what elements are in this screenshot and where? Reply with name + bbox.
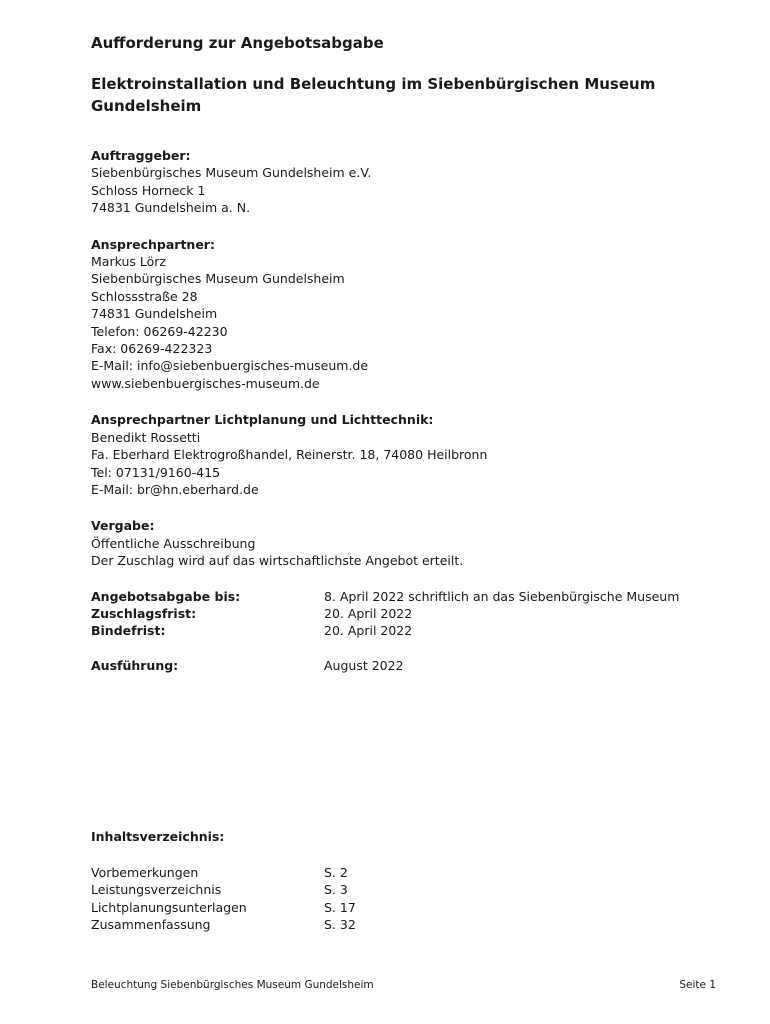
auftraggeber-line: Schloss Horneck 1 xyxy=(91,182,206,198)
toc-title: Inhaltsverzeichnis: xyxy=(91,829,225,844)
deadline-value: 20. April 2022 xyxy=(324,605,413,621)
auftraggeber-line: 74831 Gundelsheim a. N. xyxy=(91,200,251,216)
document-title: Aufforderung zur Angebotsabgabe xyxy=(91,34,384,52)
toc-row xyxy=(91,899,356,916)
vergabe-label: Vergabe: xyxy=(91,518,155,534)
lichtplanung-label: Ansprechpartner Lichtplanung und Lichttechnik: xyxy=(91,412,434,428)
auftraggeber-line: Siebenbürgisches Museum Gundelsheim e.V. xyxy=(91,165,372,181)
deadline-value: 8. April 2022 schriftlich an das Siebenbürgische Museum xyxy=(324,588,680,604)
lichtplanung-email: E-Mail: br@hn.eberhard.de xyxy=(91,481,259,497)
toc-row xyxy=(91,916,356,933)
toc-entry-title: Lichtplanungsunterlagen xyxy=(91,899,247,915)
page-footer xyxy=(91,978,716,993)
toc-entry-page: S. 32 xyxy=(324,917,356,933)
deadline-row xyxy=(91,605,721,622)
toc-entry-title: Vorbemerkungen xyxy=(91,865,199,880)
document-subtitle: Elektroinstallation und Beleuchtung im Siebenbürgischen Museum Gundelsheim xyxy=(91,75,656,115)
footer-page-number: Seite 1 xyxy=(679,979,716,991)
toc-entry-page: S. 2 xyxy=(324,865,348,880)
lichtplanung-phone: Tel: 07131/9160-415 xyxy=(91,464,221,480)
contact-street: Schlossstraße 28 xyxy=(91,288,198,304)
ansprechpartner-section xyxy=(91,236,721,393)
table-of-contents xyxy=(91,864,356,934)
deadline-key: Bindefrist: xyxy=(91,623,166,639)
vergabe-line: Der Zuschlag wird auf das wirtschaftlichste Angebot erteilt. xyxy=(91,553,464,569)
auftraggeber-section xyxy=(91,147,721,217)
contact-city: 74831 Gundelsheim xyxy=(91,306,218,322)
deadlines-block xyxy=(91,588,721,640)
lichtplanung-company: Fa. Eberhard Elektrogroßhandel, Reinerstr. 18, 74080 Heilbronn xyxy=(91,447,488,463)
contact-organisation: Siebenbürgisches Museum Gundelsheim xyxy=(91,271,345,287)
vergabe-line: Öffentliche Ausschreibung xyxy=(91,535,256,551)
toc-entry-page: S. 17 xyxy=(324,899,356,915)
toc-entry-page: S. 3 xyxy=(324,882,348,898)
deadline-row xyxy=(91,588,721,605)
deadline-row xyxy=(91,622,721,639)
toc-row xyxy=(91,881,356,898)
toc-row xyxy=(91,864,356,881)
lichtplanung-section xyxy=(91,411,721,498)
execution-row xyxy=(91,657,721,674)
footer-document-name: Beleuchtung Siebenbürgisches Museum Gundelsheim xyxy=(91,979,374,991)
execution-key: Ausführung: xyxy=(91,657,179,673)
auftraggeber-label: Auftraggeber: xyxy=(91,148,191,163)
vergabe-section xyxy=(91,517,721,569)
toc-entry-title: Leistungsverzeichnis xyxy=(91,882,222,898)
execution-block xyxy=(91,657,721,674)
contact-website: www.siebenbuergisches-museum.de xyxy=(91,375,320,391)
contact-name: Markus Lörz xyxy=(91,254,166,270)
toc-entry-title: Zusammenfassung xyxy=(91,917,211,933)
lichtplanung-name: Benedikt Rossetti xyxy=(91,429,201,445)
deadline-key: Angebotsabgabe bis: xyxy=(91,588,241,604)
ansprechpartner-label: Ansprechpartner: xyxy=(91,236,215,252)
deadline-value: 20. April 2022 xyxy=(324,623,413,639)
document-body xyxy=(91,32,721,674)
contact-fax: Fax: 06269-422323 xyxy=(91,341,213,357)
contact-email: E-Mail: info@siebenbuergisches-museum.de xyxy=(91,358,369,374)
contact-phone: Telefon: 06269-42230 xyxy=(91,323,228,339)
execution-value: August 2022 xyxy=(324,657,404,673)
deadline-key: Zuschlagsfrist: xyxy=(91,605,197,621)
